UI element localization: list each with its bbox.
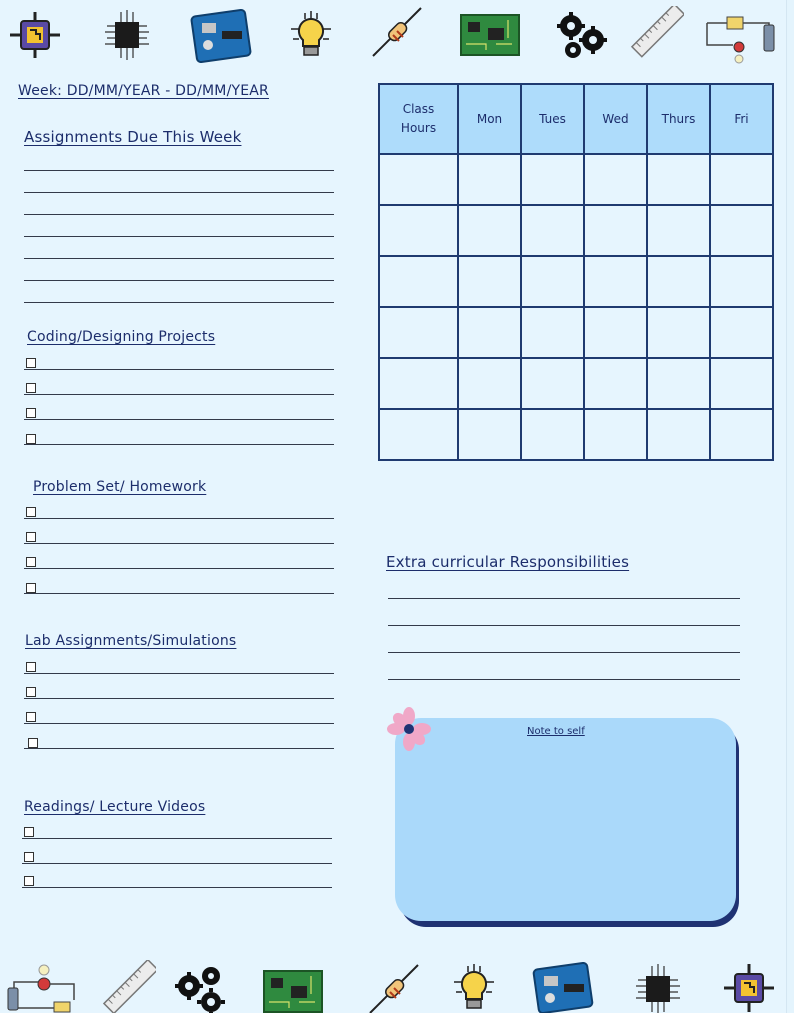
coding-projects-title: Coding/Designing Projects <box>27 329 216 345</box>
schedule-cell[interactable] <box>710 154 773 205</box>
lightbulb-circuit-icon <box>285 9 337 61</box>
gears-icon <box>175 964 229 1013</box>
class-schedule-table <box>378 83 774 461</box>
checkbox[interactable] <box>24 876 34 886</box>
top-icon-strip <box>0 0 794 62</box>
schedule-cell[interactable] <box>584 154 647 205</box>
resistor-icon <box>366 960 422 1013</box>
header-mon: Mon <box>458 84 521 154</box>
schedule-cell[interactable] <box>458 409 521 460</box>
checkbox[interactable] <box>26 532 36 542</box>
checkbox[interactable] <box>24 827 34 837</box>
schedule-row <box>379 205 773 256</box>
schedule-cell[interactable] <box>521 256 584 307</box>
arduino-board-icon <box>190 7 252 63</box>
checkbox[interactable] <box>26 434 36 444</box>
schedule-cell[interactable] <box>458 307 521 358</box>
schedule-cell[interactable] <box>584 256 647 307</box>
checkbox[interactable] <box>26 358 36 368</box>
note-to-self-title: Note to self <box>527 726 585 737</box>
microchip-icon <box>722 962 776 1013</box>
ic-chip-icon <box>630 962 686 1013</box>
schedule-cell[interactable] <box>521 409 584 460</box>
schedule-cell[interactable] <box>647 358 710 409</box>
battery-circuit-icon <box>703 7 779 65</box>
checkbox[interactable] <box>26 662 36 672</box>
assignments-title: Assignments Due This Week <box>24 128 242 146</box>
schedule-cell[interactable] <box>584 307 647 358</box>
circuit-board-icon <box>263 970 323 1013</box>
schedule-cell[interactable] <box>647 409 710 460</box>
schedule-header-row <box>379 84 773 154</box>
schedule-cell[interactable] <box>647 205 710 256</box>
schedule-row <box>379 307 773 358</box>
schedule-cell[interactable] <box>458 154 521 205</box>
readings-title: Readings/ Lecture Videos <box>24 799 206 815</box>
checkbox[interactable] <box>26 383 36 393</box>
header-fri: Fri <box>710 84 773 154</box>
checkbox[interactable] <box>24 852 34 862</box>
circuit-board-icon <box>460 14 520 56</box>
schedule-cell[interactable] <box>710 358 773 409</box>
schedule-cell[interactable] <box>647 256 710 307</box>
schedule-cell[interactable] <box>647 307 710 358</box>
schedule-cell[interactable] <box>521 307 584 358</box>
schedule-row <box>379 256 773 307</box>
schedule-cell[interactable] <box>521 205 584 256</box>
checkbox[interactable] <box>26 557 36 567</box>
lab-assignments-title: Lab Assignments/Simulations <box>25 633 237 649</box>
schedule-row <box>379 409 773 460</box>
schedule-cell[interactable] <box>379 358 458 409</box>
schedule-row <box>379 358 773 409</box>
schedule-cell[interactable] <box>379 205 458 256</box>
extracurricular-title: Extra curricular Responsibilities <box>386 553 630 571</box>
ruler-icon <box>628 6 684 62</box>
header-class-hours: Class Hours <box>379 84 458 154</box>
bottom-icon-strip <box>0 954 794 1013</box>
checkbox[interactable] <box>28 738 38 748</box>
schedule-cell[interactable] <box>521 358 584 409</box>
microchip-icon <box>8 10 62 60</box>
ic-chip-icon <box>99 8 155 62</box>
lightbulb-circuit-icon <box>448 962 500 1013</box>
schedule-cell[interactable] <box>458 205 521 256</box>
flower-icon <box>386 706 432 752</box>
schedule-cell[interactable] <box>647 154 710 205</box>
header-wed: Wed <box>584 84 647 154</box>
note-to-self-box[interactable] <box>395 718 736 921</box>
checkbox[interactable] <box>26 687 36 697</box>
schedule-cell[interactable] <box>710 256 773 307</box>
arduino-board-icon <box>532 962 594 1013</box>
schedule-cell[interactable] <box>379 409 458 460</box>
schedule-cell[interactable] <box>710 205 773 256</box>
schedule-cell[interactable] <box>379 307 458 358</box>
schedule-cell[interactable] <box>379 256 458 307</box>
schedule-cell[interactable] <box>521 154 584 205</box>
resistor-icon <box>369 4 425 60</box>
header-thurs: Thurs <box>647 84 710 154</box>
schedule-cell[interactable] <box>379 154 458 205</box>
schedule-cell[interactable] <box>584 358 647 409</box>
battery-circuit-icon <box>4 960 82 1013</box>
checkbox[interactable] <box>26 583 36 593</box>
checkbox[interactable] <box>26 408 36 418</box>
week-label[interactable]: Week: DD/MM/YEAR - DD/MM/YEAR <box>18 83 269 99</box>
header-tues: Tues <box>521 84 584 154</box>
checkbox[interactable] <box>26 507 36 517</box>
schedule-cell[interactable] <box>584 205 647 256</box>
schedule-cell[interactable] <box>458 256 521 307</box>
checkbox[interactable] <box>26 712 36 722</box>
problem-set-title: Problem Set/ Homework <box>33 479 207 495</box>
schedule-cell[interactable] <box>710 307 773 358</box>
schedule-cell[interactable] <box>710 409 773 460</box>
schedule-row <box>379 154 773 205</box>
schedule-cell[interactable] <box>584 409 647 460</box>
schedule-cell[interactable] <box>458 358 521 409</box>
gears-icon <box>555 10 609 62</box>
ruler-icon <box>100 960 156 1013</box>
